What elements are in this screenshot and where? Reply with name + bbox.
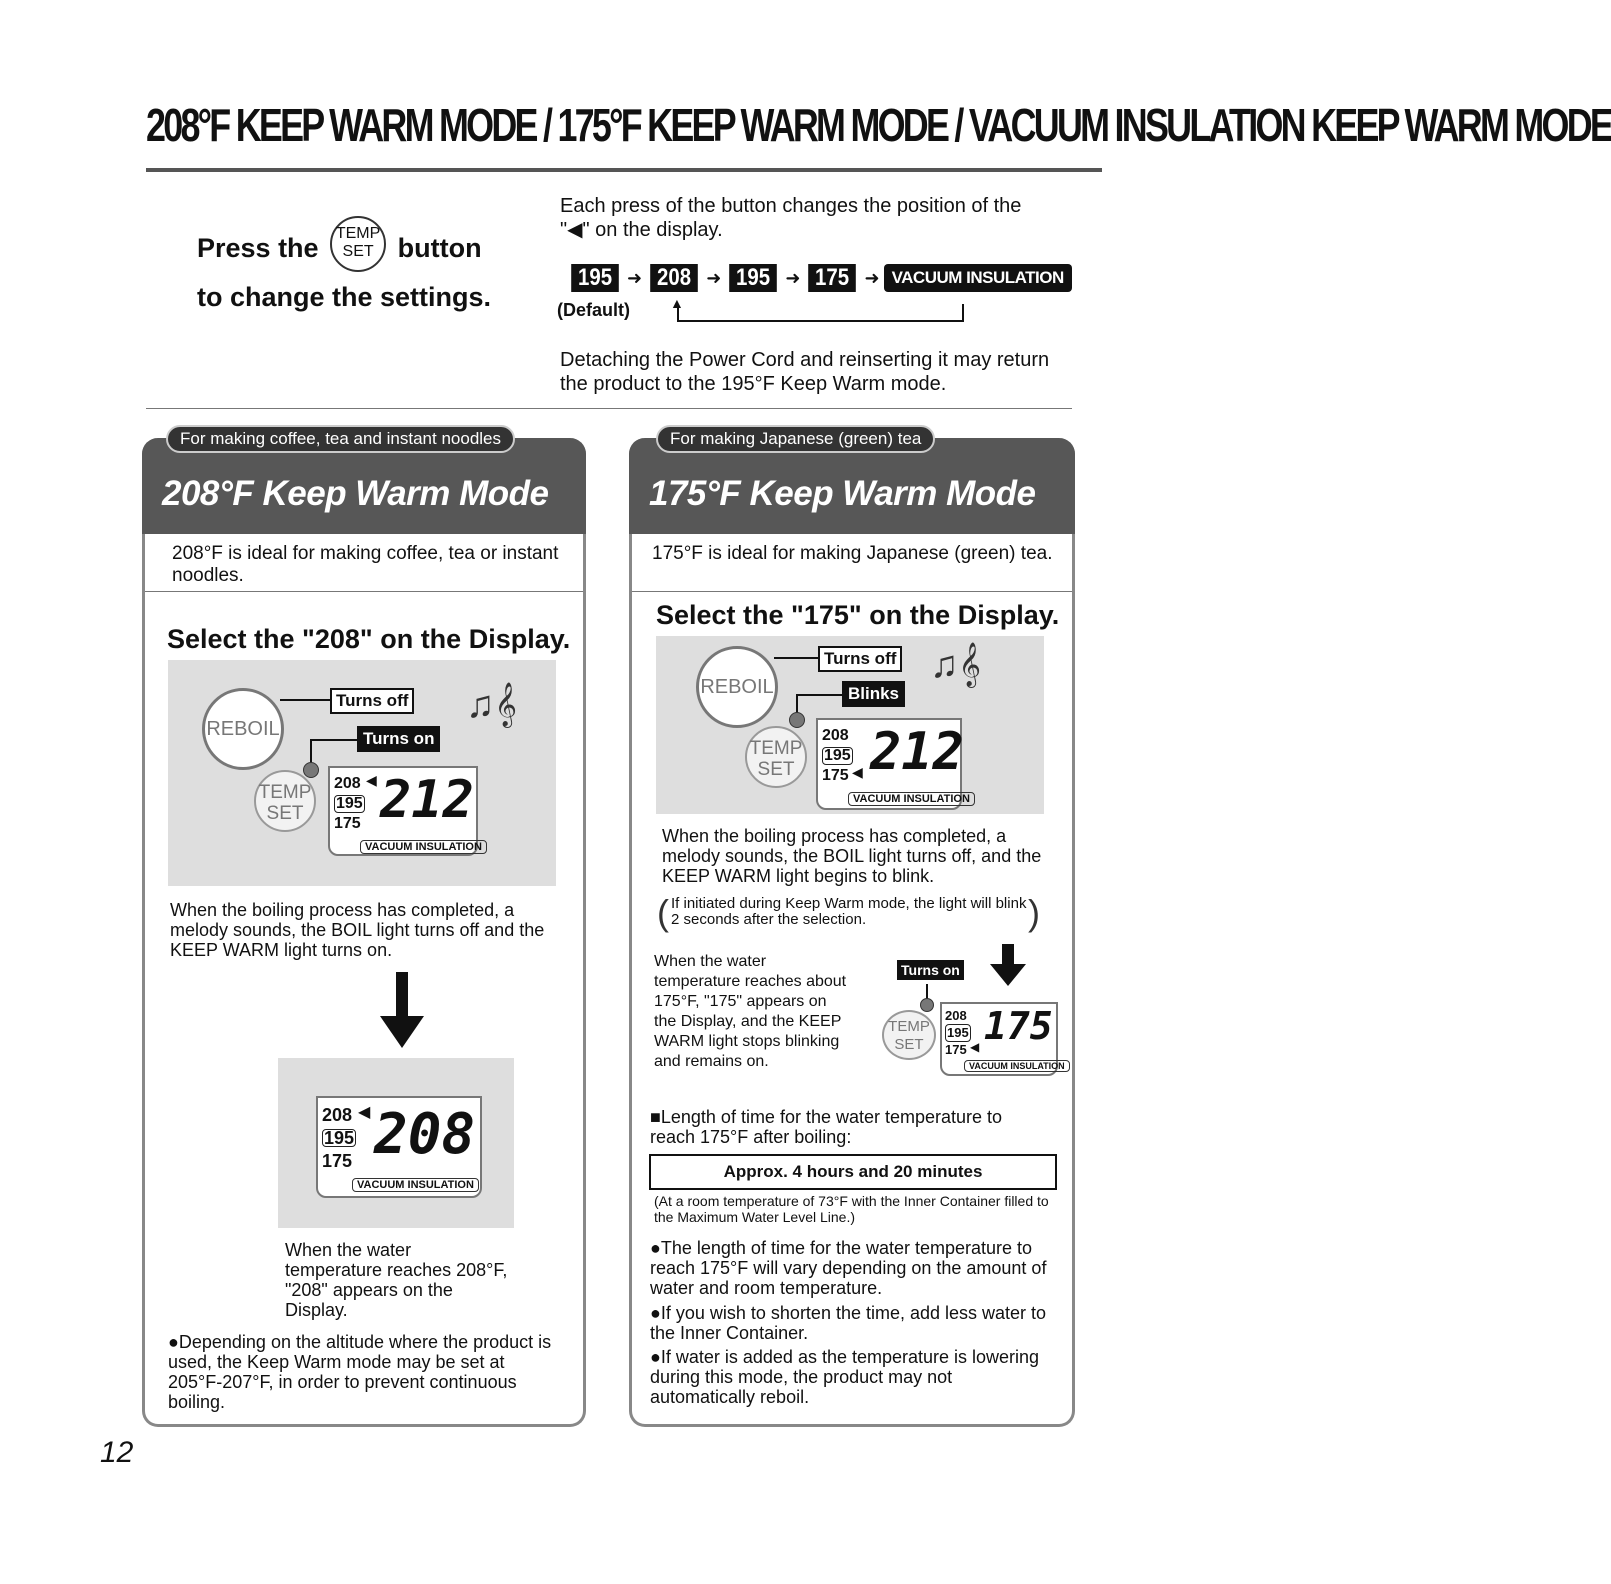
lcd-temp-list [822,726,853,786]
paren-left: ( [657,892,669,933]
lcd-195: 195 [947,1025,969,1040]
arrow-down-icon [990,944,1026,986]
page-number: 12 [100,1436,134,1469]
pointer-icon: ◀ [852,764,863,780]
lcd-display-208 [316,1096,482,1198]
blinks-label: Blinks [842,681,905,707]
lcd-temp-list [334,774,365,834]
press-instruction [197,222,491,316]
leader-line [774,657,818,659]
lcd-temp-list [945,1008,971,1058]
lcd-value: 212 [380,770,474,830]
seq-175: 175 [809,264,857,292]
altitude-note: ●Depending on the altitude where the product is used, the Keep Warm mode may be set at 205°F-207°F, in order to prevent continuous boiling. [168,1332,552,1412]
tag-green-tea: For making Japanese (green) tea [656,425,935,453]
pointer-icon: ◀ [358,1104,371,1121]
detach-note: Detaching the Power Cord and reinserting it may return the product to the 195°F Keep Warm mode. [560,349,1050,395]
completed-175: When the boiling process has completed, a melody sounds, the BOIL light turns off, and the KEEP WARM light begins to blink. [662,826,1042,886]
melody-icon: ♫𝄞 [930,644,981,686]
arrow-right-icon: ➜ [785,267,801,288]
pointer-icon: ◀ [366,772,377,788]
leader-line [310,739,357,741]
panel-175-title: 175°F Keep Warm Mode [649,474,1036,513]
mode-sequence [567,263,1072,293]
lcd-vacuum-badge: VACUUM INSULATION [964,1060,1070,1072]
temp-set-button-icon [882,1010,936,1060]
press-prefix: Press the [197,233,319,264]
lcd-195: 195 [824,747,851,764]
btn-top-label: TEMP [335,225,381,242]
select-208-heading: Select the "208" on the Display. [167,624,571,654]
leader-line [280,699,330,701]
lcd-vacuum-badge: VACUUM INSULATION [352,1178,479,1192]
mid-divider [146,408,1072,409]
panel-208-title: 208°F Keep Warm Mode [162,474,549,513]
set-label: SET [894,1036,924,1053]
temp-set-button-icon [254,770,316,832]
lcd-208: 208 [945,1008,967,1023]
seq-208: 208 [650,264,698,292]
divider [632,591,1072,592]
lcd-display-175 [940,1002,1065,1076]
keep-warm-light-icon [920,998,934,1012]
return-loop-line [677,304,964,322]
turns-off-label: Turns off [818,646,902,672]
lcd-175: 175 [945,1042,967,1057]
default-label: (Default) [557,300,630,320]
lcd-175: 175 [322,1151,353,1171]
each-press-text: Each press of the button changes the position of the "◀" on the display. [560,195,1022,241]
melody-icon: ♫𝄞 [466,684,517,726]
lcd-195: 195 [336,795,363,812]
temp-label: TEMP [749,738,803,759]
lcd-display [816,718,970,810]
lcd-temp-list [322,1104,356,1173]
lcd-208: 208 [322,1105,353,1125]
leader-line [796,694,842,696]
seq-vacuum: VACUUM INSULATION [884,264,1072,292]
arrow-up-icon: ▲ [670,295,684,311]
tag-coffee: For making coffee, tea and instant noodles [166,425,515,453]
seq-195-b: 195 [729,264,777,292]
lcd-display [328,766,482,856]
arrow-right-icon: ➜ [864,267,880,288]
lcd-vacuum-badge: VACUUM INSULATION [360,840,487,854]
keep-warm-light-icon [303,762,319,778]
bullet-2: ●If you wish to shorten the time, add less water to the Inner Container. [650,1303,1047,1343]
turns-on-label: Turns on [357,726,440,752]
paren-right: ) [1028,892,1040,933]
temp-label: TEMP [258,782,312,803]
arrow-right-icon: ➜ [627,267,643,288]
reaches-208: When the water temperature reaches 208°F, "208" appears on the Display. [285,1240,508,1320]
pointer-icon: ◀ [970,1040,980,1054]
turns-off-label: Turns off [330,688,414,714]
room-temp-note: (At a room temperature of 73°F with the Inner Container filled to the Maximum Water Level Line.) [654,1193,1049,1225]
completed-208: When the boiling process has completed, a melody sounds, the BOIL light turns off and the KEEP WARM light turns on. [170,900,545,960]
btn-bottom-label: SET [342,243,374,260]
divider [145,591,583,592]
set-label: SET [266,803,304,824]
temp-set-button-icon [330,216,386,272]
temp-label: TEMP [888,1018,930,1035]
length-label: ■Length of time for the water temperature to reach 175°F after boiling: [650,1107,1003,1147]
bullet-3: ●If water is added as the temperature is lowering during this mode, the product may not automatically reboil. [650,1347,1040,1407]
press-line2: to change the settings. [197,282,492,312]
seq-195: 195 [571,264,619,292]
title-divider [146,168,1102,172]
select-175-heading: Select the "175" on the Display. [656,600,1060,630]
initiated-note: If initiated during Keep Warm mode, the light will blink 2 seconds after the selection. [671,895,1027,928]
page-title: 208°F KEEP WARM MODE / 175°F KEEP WARM MODE / VACUUM INSULATION KEEP WARM MODE [146,99,1611,151]
lcd-value: 175 [984,1004,1053,1048]
desc-208: 208°F is ideal for making coffee, tea or instant noodles. [172,543,559,586]
press-suffix: button [397,233,482,264]
bullet-1: ●The length of time for the water temperature to reach 175°F will vary depending on the amount of water and room temperature. [650,1238,1047,1298]
reaches-175: When the water temperature reaches about 175°F, "175" appears on the Display, and the KEEP WARM light stops blinking and remains on. [654,953,847,1070]
lcd-208: 208 [334,775,361,792]
turns-on-label: Turns on [897,960,964,980]
temp-set-button-icon [745,726,807,788]
arrow-right-icon: ➜ [706,267,722,288]
lcd-value: 208 [374,1102,476,1167]
desc-175: 175°F is ideal for making Japanese (green) tea. [652,543,1053,564]
lcd-value: 212 [870,722,964,782]
lcd-vacuum-badge: VACUUM INSULATION [848,792,975,806]
reboil-button-icon: REBOIL [696,646,778,728]
blink-light-icon [789,712,805,728]
lcd-208: 208 [822,727,849,744]
lcd-175: 175 [334,815,361,832]
approx-time: Approx. 4 hours and 20 minutes [649,1154,1057,1190]
arrow-down-icon [380,972,424,1048]
lcd-195: 195 [324,1128,355,1148]
set-label: SET [757,759,795,780]
lcd-175: 175 [822,767,849,784]
reboil-button-icon: REBOIL [202,688,284,770]
